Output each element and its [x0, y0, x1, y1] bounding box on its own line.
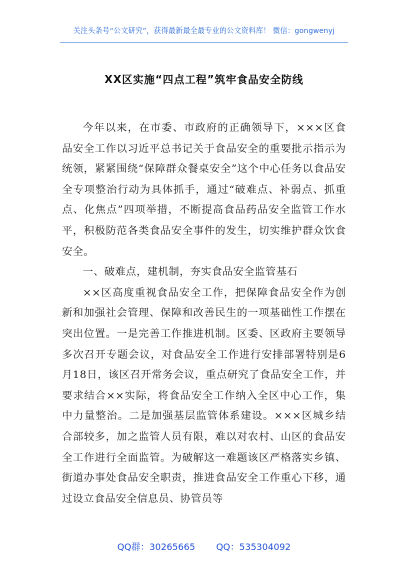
footer-qq: QQ：535304092 — [216, 543, 291, 553]
header-divider — [60, 42, 348, 43]
document-body — [62, 118, 346, 509]
document-title: XX区实施“四点工程”筑牢食品安全防线 — [104, 74, 304, 86]
header-note: 关注头条号“公文研究”，获得最新最全最专业的公文资料库！ 微信：gongwenyj — [73, 26, 335, 35]
footer-qq-group: QQ群：30265665 — [117, 543, 196, 553]
paragraph-intro: 今年以来，在市委、市政府的正确领导下，×××区食品安全工作以习近平总书记关于食品安全的重要批示指示为统领，紧紧围绕“保障群众餐桌安全”这个中心任务以食品安全专项整治行动为具体抓手，通过“破难点、补弱点、抓重点、化焦点”四项举措，不断提高食品药品安全监管工作水平，积极防范各类食品安全事件的发生，切实维护群众饮食安全。 — [62, 122, 346, 258]
paragraph-section-one: ××区高度重视食品安全工作，把保障食品安全作为创新和加强社会管理、保障和改善民生的一项基础性工作摆在突出位置。一是完善工作推进机制。区委、区政府主要领导多次召开专题会议，对食品安全工作进行安排部署特别是6月18日，该区召开常务会议，重点研究了食品安全工作，并要求结合××实际，将食品安全工作纳入全区中心工作，集中力量整治。二是加强基层监管体系建设。×××区城乡结合部较多，加之监管人员有限，难以对农村、山区的食品安全工作进行全面监管。为破解这一难题该区严格落实乡镇、街道办事处食品安全职责，推进食品安全工作重心下移，通过设立食品安全信息员、协管员等 — [62, 286, 346, 505]
footer-contact — [0, 540, 408, 553]
section-heading: 一、破难点，建机制，夯实食品安全监管基石 — [82, 266, 298, 279]
